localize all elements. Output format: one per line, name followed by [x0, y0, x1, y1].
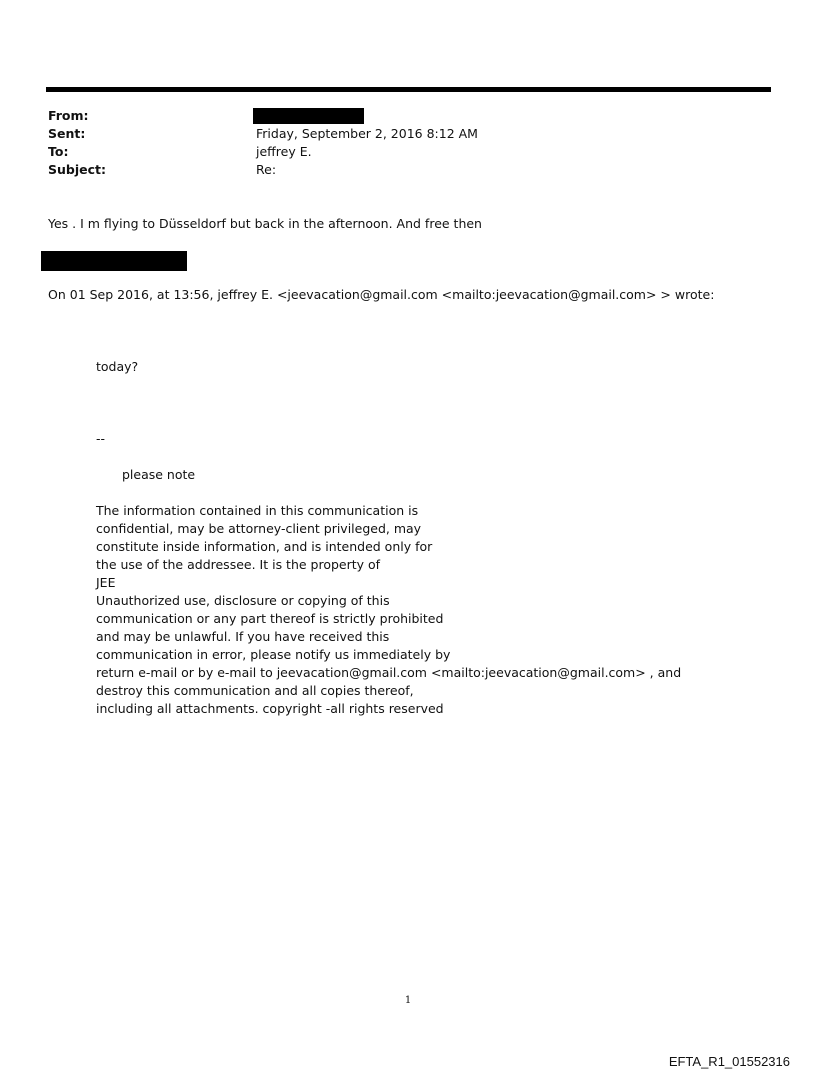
disclaimer-line: including all attachments. copyright -all rights reserved	[96, 701, 444, 716]
page-number: 1	[404, 995, 412, 1006]
sent-label: Sent:	[48, 126, 86, 141]
quoted-message: today?	[96, 359, 139, 374]
disclaimer-line: constitute inside information, and is intended only for	[96, 539, 433, 554]
disclaimer-line: JEE	[96, 575, 116, 590]
disclaimer-line: communication in error, please notify us immediately by	[96, 647, 451, 662]
from-label: From:	[48, 108, 89, 123]
disclaimer-line: confidential, may be attorney-client privileged, may	[96, 521, 422, 536]
signature-separator: --	[96, 431, 106, 446]
reply-text: Yes . I m flying to Düsseldorf but back in the afternoon. And free then	[48, 216, 482, 231]
disclaimer-line: and may be unlawful. If you have received this	[96, 629, 390, 644]
header-rule	[46, 87, 771, 92]
subject-label: Subject:	[48, 162, 106, 177]
to-value: jeffrey E.	[256, 144, 312, 159]
from-redaction	[253, 108, 364, 124]
subject-value: Re:	[256, 162, 277, 177]
disclaimer-line: Unauthorized use, disclosure or copying of this	[96, 593, 390, 608]
sent-value: Friday, September 2, 2016 8:12 AM	[256, 126, 478, 141]
disclaimer-line: return e-mail or by e-mail to jeevacation@gmail.com <mailto:jeevacation@gmail.com> , and	[96, 665, 682, 680]
disclaimer-line: communication or any part thereof is strictly prohibited	[96, 611, 444, 626]
disclaimer-block	[96, 502, 681, 718]
quote-intro: On 01 Sep 2016, at 13:56, jeffrey E. <jeevacation@gmail.com <mailto:jeevacation@gmail.com> > wrote:	[48, 287, 715, 302]
disclaimer-line: destroy this communication and all copies thereof,	[96, 683, 414, 698]
disclaimer-line: the use of the addressee. It is the property of	[96, 557, 381, 572]
to-label: To:	[48, 144, 69, 159]
disclaimer-line: The information contained in this communication is	[96, 503, 419, 518]
bates-number: EFTA_R1_01552316	[668, 1054, 790, 1069]
signature-redaction	[41, 251, 187, 271]
please-note: please note	[122, 467, 196, 482]
